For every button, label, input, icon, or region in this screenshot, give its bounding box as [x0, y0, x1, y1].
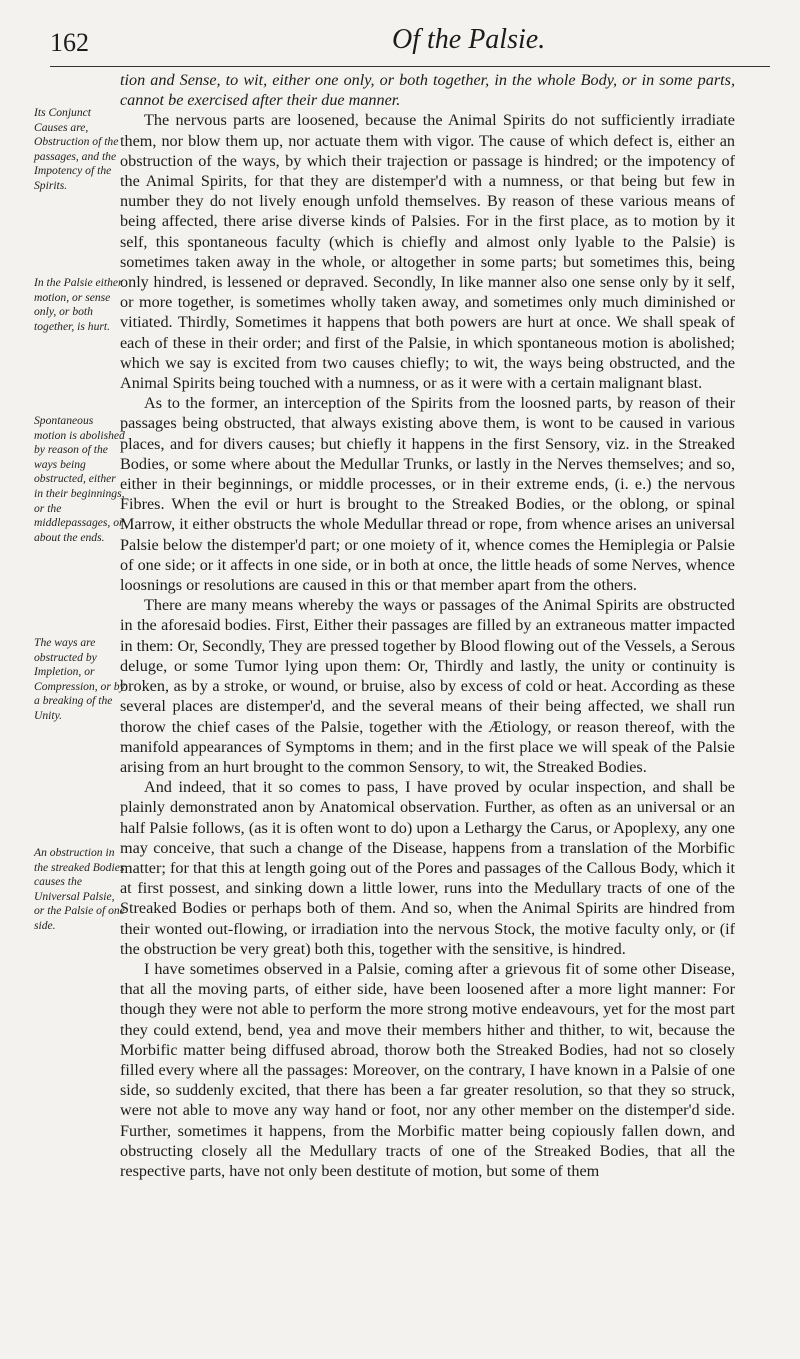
paragraph: There are many means whereby the ways or passages of the Animal Spirits are obstructed in the aforesaid bodies. First, Either their passages are filled by an extraneous matter impacted in them: Or, Secondly, They are pressed together by Blood flowing out of the Vessels, a Serous deluge, or some Tumor lying upon them: Or, Thirdly and lastly, the unity or continuity is broken, as by a stroke, or wound, or bruise, also by excess of cold or heat. According as these several places are distemper'd, and the several means of their being affected, we shall run thorow the chief cases of the Palsie, together with the Ætiology, or reason thereof, with the manifold appearances of Symptoms in them; and in the first place we will speak of the Palsie arising from an hurt brought to the common Sensory, to wit, the Streaked Bodies.	[120, 596, 735, 776]
running-title: Of the Palsie.	[392, 24, 546, 55]
header-rule	[50, 66, 770, 67]
paragraph: I have sometimes observed in a Palsie, coming after a grievous fit of some other Disease, that all the moving parts, of either side, have been loosened after a more light manner: For though they were not able to perform the more strong motive endeavours, yet for the most part they could extend, bend, yea and move their members hither and thither, to wit, because the Morbific matter being diffused abroad, thorow both the Streaked Bodies, had not so closely filled every where all the passages: Moreover, on the contrary, I have known in a Palsie of one side, so suddenly excited, that there has been a far greater resolution, so that they so struck, were not able to move any way hand or foot, nor any other member on the distemper'd side. Further, sometimes it happens, from the Morbific matter being copiously fallen down, and obstructing closely all the Medullary tracts of one of the Streaked Bodies, that all the respective parts, have not only been destitute of motion, but some of them	[120, 959, 735, 1180]
margin-note: In the Palsie either motion, or sense only, or both together, is hurt.	[34, 276, 123, 333]
paragraph: tion and Sense, to wit, either one only, or both together, in the whole Body, or in some parts, cannot be exercised after their due manner.	[120, 71, 735, 110]
margin-note: An obstruction in the streaked Bodies causes the Universal Palsie, or the Palsie of one side.	[34, 846, 125, 932]
page-header	[20, 22, 790, 62]
margin-note: Its Conjunct Causes are, Obstruction of the passages, and the Impotency of the Spirits.	[34, 106, 119, 192]
margin-note: The ways are obstructed by Impletion, or Compression, or by a breaking of the Unity.	[34, 636, 125, 722]
margin-notes	[0, 0, 125, 1359]
paragraph: As to the former, an interception of the Spirits from the loosned parts, by reason of their passages being obstructed, that always existing above them, is wont to be caused in various places, and for divers causes; but chiefly it happens in the first Sensory, viz. in the Streaked Bodies, or some where about the Medullar Trunks, or lastly in the Nerves themselves; and so, either in their beginnings, or middle processes, or in their extreme ends, (i. e.) the nervous Fibres. When the evil or hurt is brought to the Streaked Bodies, or the oblong, or spinal Marrow, it either obstructs the whole Medullar thread or rope, from whence arises an universal Palsie below the distemper'd part; or one moiety of it, whence comes the Hemiplegia or Palsie of one side; or it affects in one side, or in both at once, the little heads of some Nerves, whence loosnings or resolutions are caused in this or that member apart from the others.	[120, 394, 735, 595]
page-number: 162	[50, 28, 89, 57]
main-text	[120, 70, 735, 1181]
paragraph: And indeed, that it so comes to pass, I have proved by ocular inspection, and shall be plainly demonstrated anon by Anatomical observation. Further, as often as an universal or an half Palsie follows, (as it is often wont to do) upon a Lethargy the Carus, or Apoplexy, any one may conceive, that such a change of the Disease, happens from a translation of the Morbific matter; for that this at length going out of the Pores and passages of the Callous Body, which it at first possest, and sinking down a little lower, runs into the Medullary tracts of one of the Streaked Bodies or perhaps both of them. And so, when the Animal Spirits are hindred from their wonted out-flowing, or irradiation into the nervous Stock, the motive faculty only, or (if the obstruction be very great) both this, together with the sensitive, is hindred.	[120, 778, 735, 958]
paragraph: The nervous parts are loosened, because the Animal Spirits do not sufficiently irradiate them, nor blow them up, nor actuate them with vigor. The cause of which defect is, either an obstruction of the ways, by which their trajection or passage is hindred; or the impotency of the Animal Spirits, for that they are distemper'd with a numness, or that being but few in number they do not lively enough unfold themselves. By reason of these various means of being affected, there arise diverse kinds of Palsies. For in the first place, as to motion by it self, this spontaneous faculty (which is chiefly and almost only lyable to the Palsie) is sometimes taken away in the whole, or altogether in some parts; but sometimes this, being only hindred, is lessened or depraved. Secondly, In like manner also one sense only by it self, or more together, is sometimes wholly taken away, and sometimes only much diminished or vitiated. Thirdly, Sometimes it happens that both powers are hurt at once. We shall speak of each of these in their order; and first of the Palsie, in which spontaneous motion is abolished; which we say is excited from two causes chiefly; to wit, the ways being obstructed, and the Animal Spirits being touched with a numness, or as it were with a certain malignant blast.	[120, 111, 735, 393]
margin-note: Spontaneous motion is abolished by reason of the ways being obstructed, either in their beginnings, or the middlepassages, or about the ends.	[34, 414, 125, 544]
